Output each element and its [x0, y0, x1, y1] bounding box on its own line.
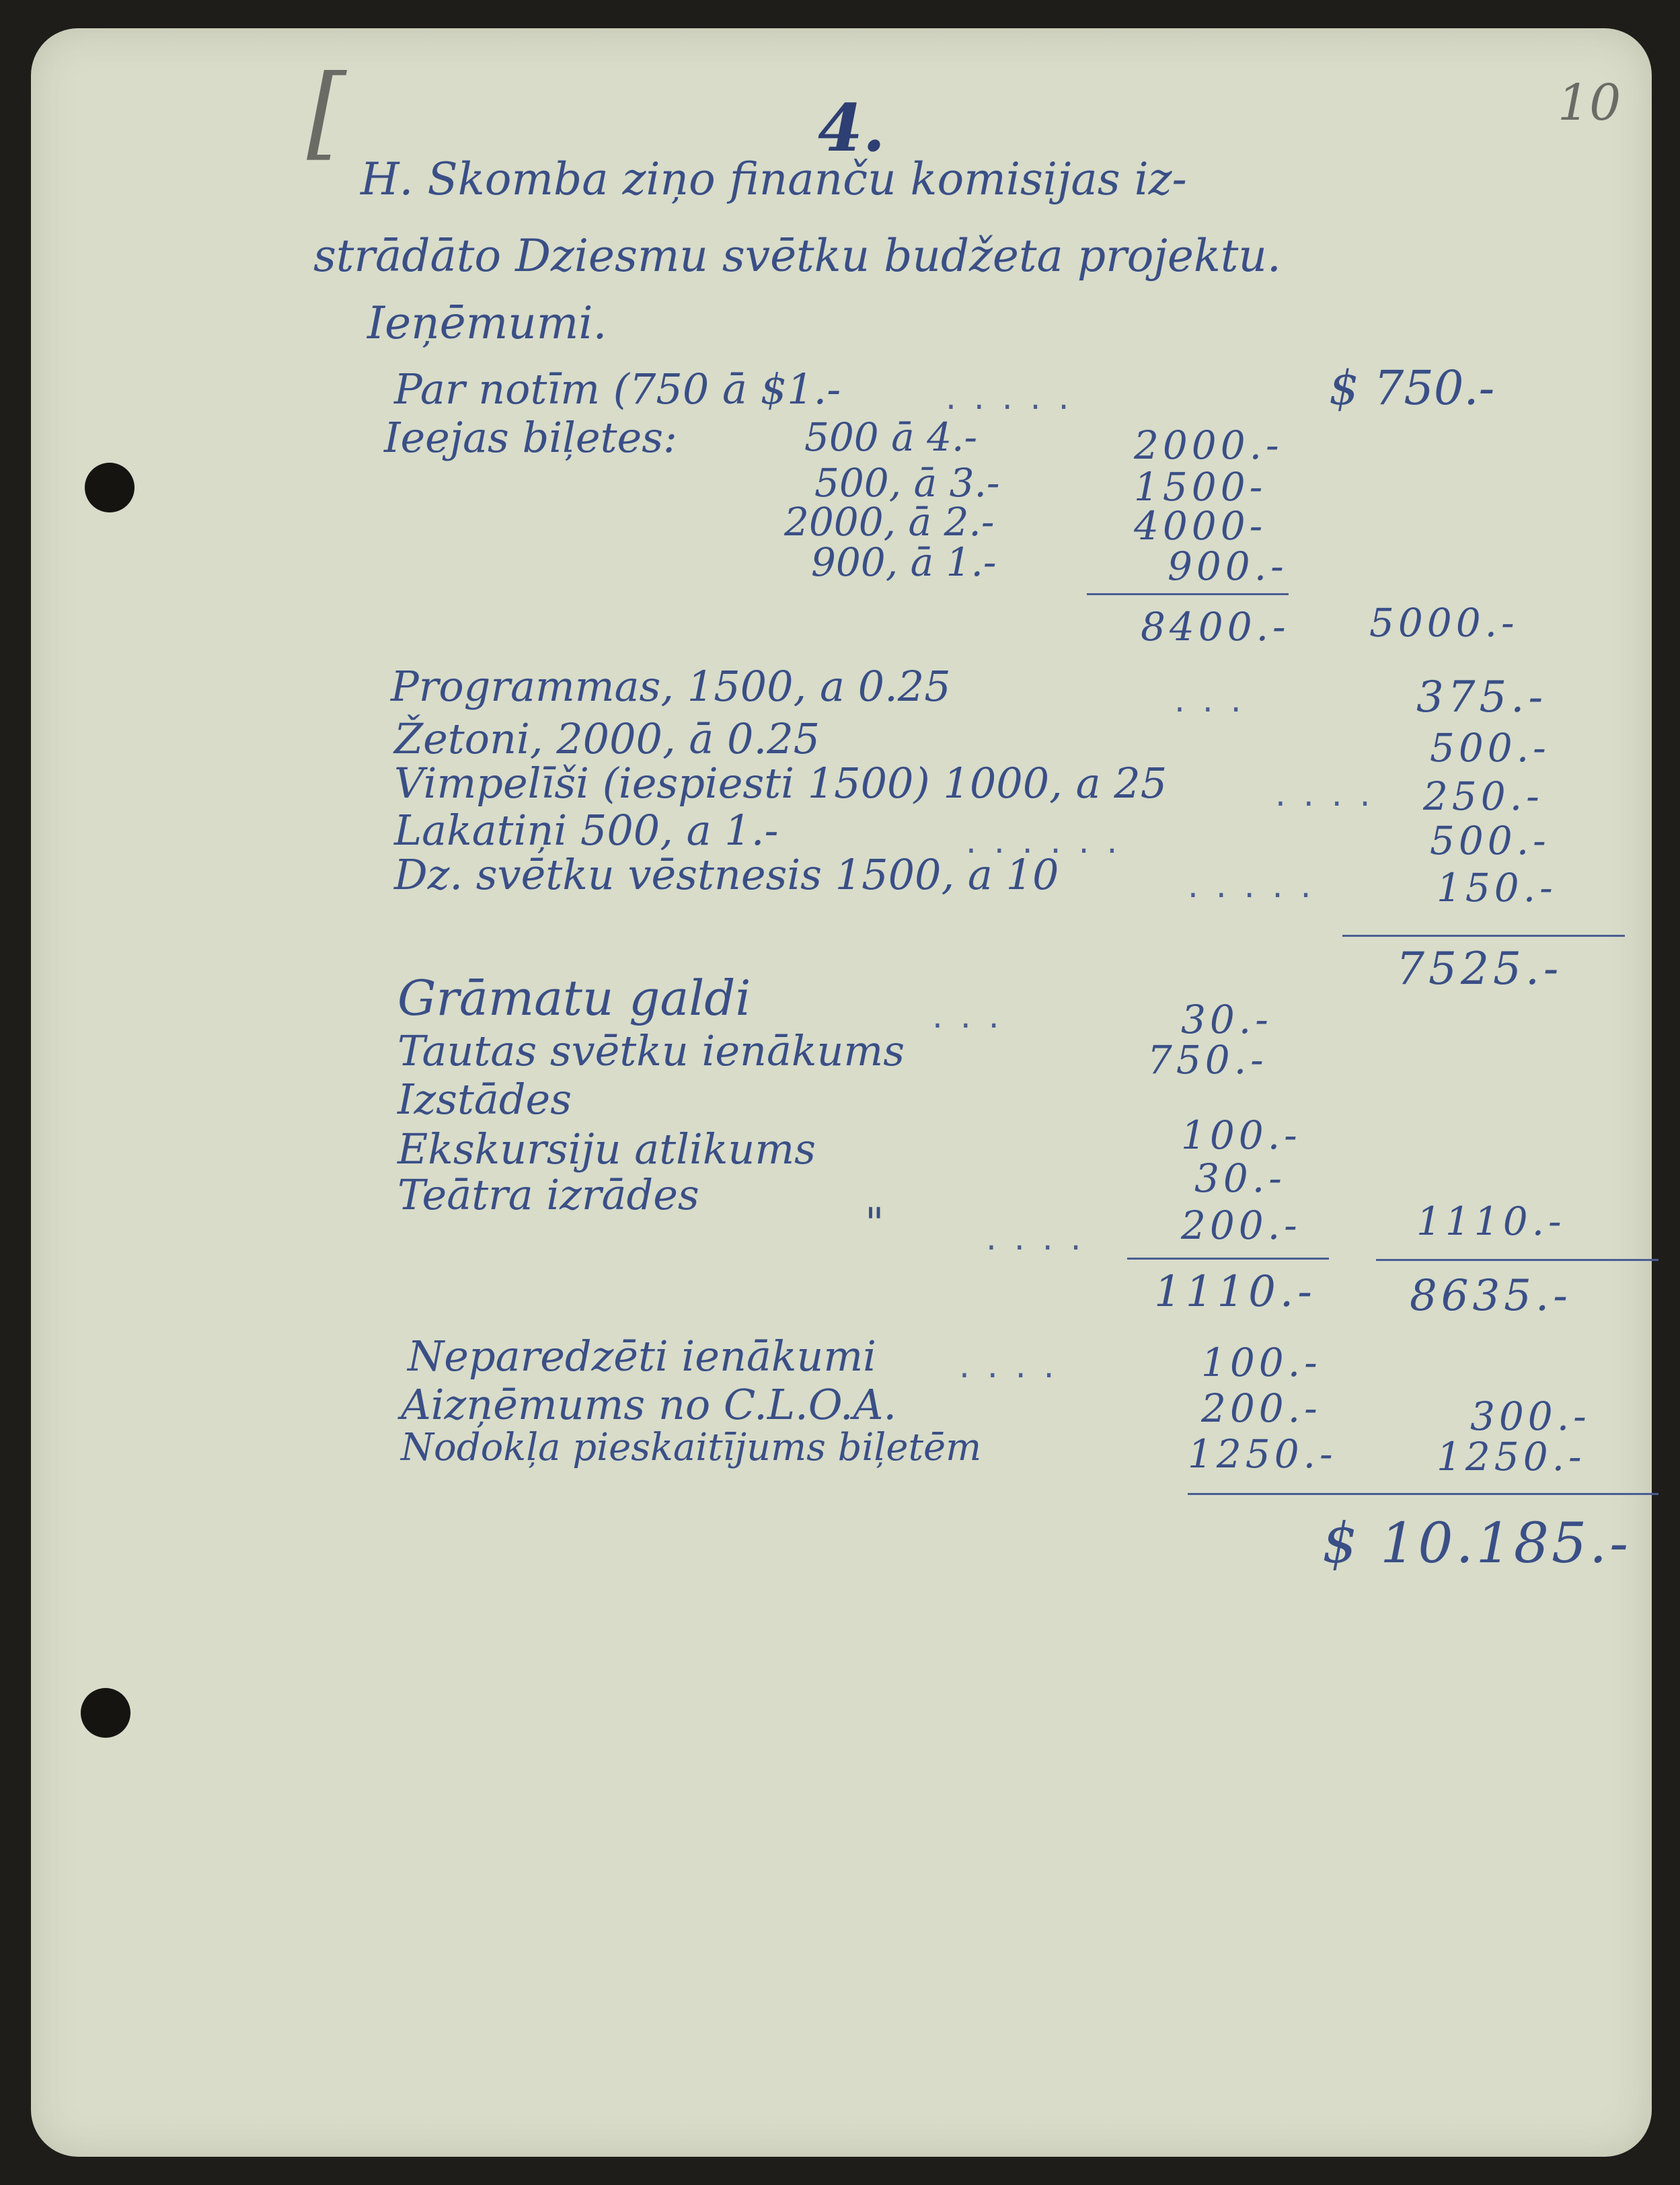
item-vestnesis-amount: 150.-: [1437, 865, 1557, 911]
other-nodokla-right: 1250.-: [1437, 1434, 1586, 1480]
ticket-row-1-amount: 2000.-: [1134, 422, 1283, 468]
misc-teatra-desc: Teātra izrādes: [397, 1170, 699, 1219]
other-aiznemums-right: 300.-: [1470, 1393, 1591, 1439]
leader-dots: .....: [946, 378, 1087, 417]
notes-total: $ 750.-: [1329, 360, 1495, 416]
misc-total-right: 1110.-: [1416, 1198, 1566, 1244]
ditto-mark: ": [865, 1198, 884, 1248]
grand-total: $ 10.185.-: [1322, 1512, 1631, 1576]
punch-hole-bottom: [81, 1688, 130, 1738]
ticket-row-2-desc: 500, ā 3.-: [814, 460, 1000, 506]
ticket-sum: 8400.-: [1141, 604, 1290, 650]
misc-izstades-desc: Izstādes: [397, 1075, 572, 1124]
section-number: 4.: [818, 90, 886, 166]
misc-gramatu-desc: Grāmatu galdi: [397, 970, 751, 1026]
item-lakatini-desc: Lakatiņi 500, a 1.-: [394, 806, 779, 855]
tickets-label: Ieejas biļetes:: [384, 413, 677, 462]
other-nodokla-amount: 1250.-: [1188, 1431, 1337, 1477]
misc-ekskursiju-desc: Ekskursiju atlikums: [397, 1124, 816, 1174]
ticket-row-3-amount: 4000-: [1134, 503, 1267, 549]
other-nodokla-desc: Nodokļa pieskaitījums biļetēm: [401, 1426, 982, 1469]
ticket-row-3-desc: 2000, ā 2.-: [784, 499, 995, 545]
leader-dots: ....: [959, 1346, 1072, 1385]
other-neparedzeti-desc: Neparedzēti ienākumi: [408, 1332, 876, 1381]
notes-label: Par notīm (750 ā $1.-: [394, 365, 841, 414]
ticket-total: 5000.-: [1369, 600, 1519, 646]
misc-gramatu-amount: 30.-: [1181, 997, 1272, 1042]
misc-sum-rule-2: [1376, 1259, 1658, 1261]
misc-sum-rule-1: [1127, 1258, 1329, 1260]
ticket-sum-rule: [1087, 593, 1289, 595]
item-programmas-desc: Programmas, 1500, a 0.25: [391, 662, 951, 711]
page-number: 10: [1558, 74, 1621, 132]
title-line-1: H. Skomba ziņo finanču komisijas iz-: [360, 153, 1187, 205]
ticket-row-4-amount: 900.-: [1168, 543, 1288, 589]
other-neparedzeti-amount: 100.-: [1201, 1340, 1322, 1385]
income-heading: Ieņēmumi.: [367, 297, 607, 349]
grand-total-rule: [1188, 1493, 1658, 1495]
leader-dots: .....: [1188, 866, 1329, 905]
misc-ditto-amount: 200.-: [1181, 1202, 1301, 1248]
item-vimpelisi-amount: 250.-: [1423, 773, 1543, 819]
ticket-row-2-amount: 1500-: [1134, 464, 1267, 510]
items-total: 7525.-: [1396, 943, 1563, 995]
leader-dots: ....: [1275, 775, 1388, 814]
ticket-row-4-desc: 900, ā 1.-: [811, 539, 997, 585]
item-programmas-amount: 375.-: [1416, 673, 1548, 722]
item-vimpelisi-desc: Vimpelīši (iespiesti 1500) 1000, a 25: [394, 759, 1168, 808]
misc-ekskursiju-amount: 100.-: [1181, 1112, 1301, 1158]
item-vestnesis-desc: Dz. svētku vēstnesis 1500, a 10: [394, 850, 1059, 899]
document-page: [31, 28, 1652, 2157]
items-sum-rule: [1342, 935, 1625, 937]
ticket-row-1-desc: 500 ā 4.-: [804, 414, 978, 460]
leader-dots: ......: [966, 822, 1135, 861]
misc-teatra-amount: 30.-: [1194, 1155, 1286, 1201]
item-lakatini-amount: 500.-: [1430, 818, 1550, 864]
other-aiznemums-desc: Aizņēmums no C.L.O.A.: [401, 1380, 897, 1429]
title-line-2: strādāto Dziesmu svētku budžeta projektu.: [313, 230, 1281, 282]
other-aiznemums-amount: 200.-: [1201, 1385, 1322, 1431]
item-zetoni-desc: Žetoni, 2000, ā 0.25: [394, 714, 820, 763]
leader-dots: ....: [986, 1219, 1099, 1258]
item-zetoni-amount: 500.-: [1430, 725, 1550, 771]
running-total: 8635.-: [1410, 1271, 1572, 1321]
pencil-bracket: [: [307, 54, 346, 171]
misc-tautas-desc: Tautas svētku ienākums: [397, 1026, 905, 1075]
leader-dots: ...: [932, 997, 1017, 1036]
misc-tautas-amount: 750.-: [1147, 1037, 1268, 1083]
punch-hole-top: [85, 463, 135, 512]
misc-sum: 1110.-: [1154, 1267, 1316, 1317]
leader-dots: ...: [1174, 681, 1259, 720]
